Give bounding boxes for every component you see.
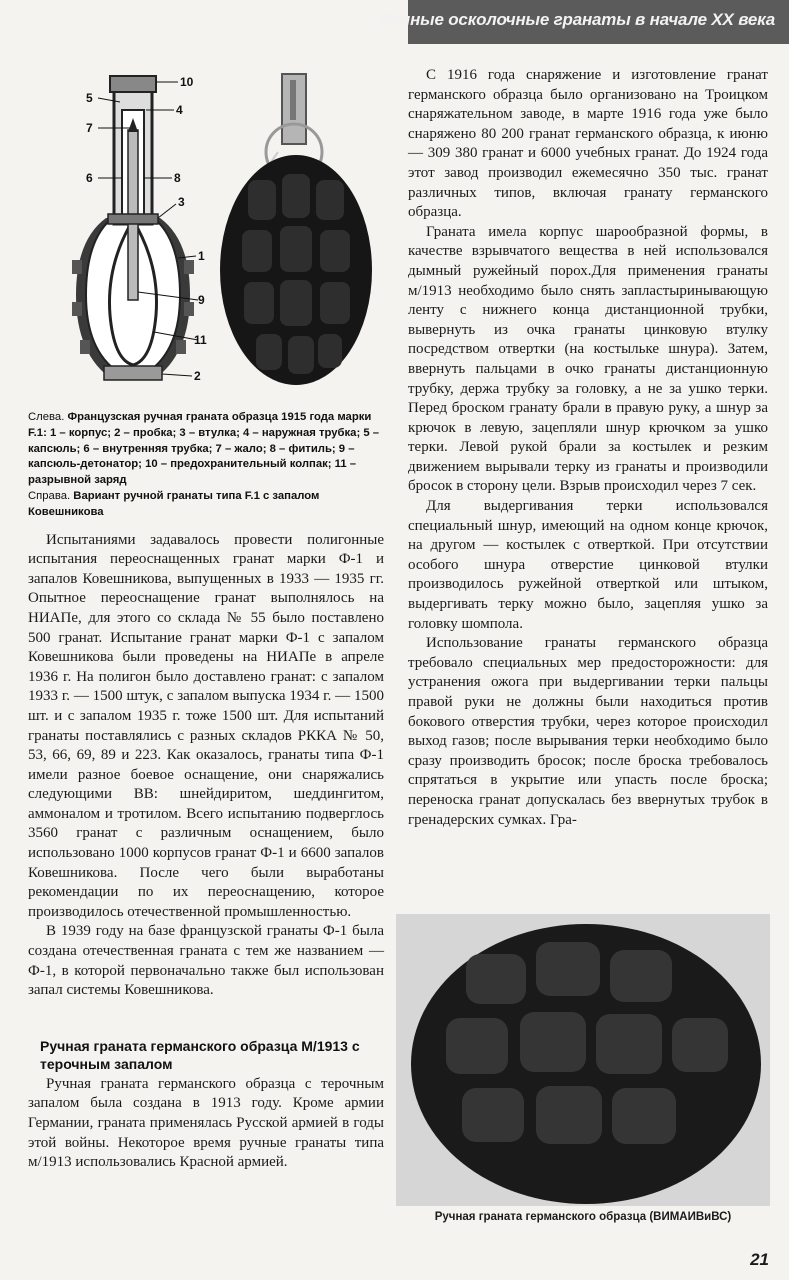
grenade-photo (208, 70, 384, 390)
diagram-label: 3 (178, 195, 185, 209)
body-paragraph: Испытаниями задавалось провести полигонные испытания переоснащенных гранат марки Ф-1 и запалов Ковешникова, выпущенных в 1933 — 1935 гг. Опытное переоснащение гранат выполнялось на НИАПе, для этого со склада № 55 было поставлено 500 гранат. Испытание гранат марки Ф-1 с запалом Ковешникова были проведены на НИАПе в апреле 1936 г. На полигон было доставлено гранат: с запалом 1933 г. — 1500 штук, с запалом выпуска 1934 г. — 1500 шт. и с запалом 1935 г. тоже 1500 шт. Для испытаний гранаты поставлялись с разных складов РККА № 50, 53, 66, 69, 89 и 223. Как оказалось, гранаты типа Ф-1 имели разное боевое оснащение, они снаряжались следующими ВВ: шнейдиритом, шеддингитом, аммоналом и тротилом. Всего испытанию подверглось 3560 гранат с различным оснащением, было использовано 1000 корпусов гранат Ф-1 и 6600 запалов Ковешникова. После чего были выработаны рекомендации по их переоснащению, которое производилось отечественной промышленностью. (28, 531, 384, 920)
body-paragraph: Для выдергивания терки использовался специальный шнур, имеющий на одном конце крючок, на другом — костылек с отверткой. При отсутствии особого шнура отверстие цинковой втулки производилось ружейной отверткой или штыком, выдергивать терку можно было, зацепляя ушко за головку шомпола. (408, 498, 768, 632)
body-paragraph: В 1939 году на базе французской гранаты Ф-1 была создана отечественная граната с тем же названием — Ф-1, в которой первоначально также был использован запал системы Ковешникова. (28, 923, 384, 999)
running-header-title: Ручные осколочные гранаты в начале XX века (379, 10, 775, 29)
diagram-label: 4 (176, 103, 183, 117)
grenade-cross-section-diagram (58, 70, 208, 390)
diagram-label: 8 (174, 171, 181, 185)
header-bar (379, 0, 789, 44)
diagram-label: 5 (86, 91, 93, 105)
body-paragraph: Ручная граната германского образца с терочным запалом была создана в 1913 году. Кроме армии Германии, граната применялась Русской армией в годы этой войны. Некоторое время ручные гранаты типа м/1913 использовались Красной армией. (28, 1075, 384, 1171)
figure-caption (28, 410, 384, 521)
right-column (408, 66, 768, 830)
body-paragraph: Граната имела корпус шарообразной формы, в качестве взрывчатого вещества в ней использовался дымный ружейный порох.Для применения гранаты м/1913 необходимо было снять запластыринывающую ленту с нижнего конца дистанционной трубки, вывернуть из очка гранаты цинковую втулку посредством отвертки (на костыльке шнура). Затем, ввернуть пальцами в очко гранаты дистанционную трубку, держа трубку за головку, а не за ушко терки. Перед броском гранату брали в правую руку, а шнур за крючок в левую, зацепляли шнур крючком за ушко терки. Левой рукой брали за костылек и резким движением вырывали терку из гранаты и производили бросок в сторону цели. Взрыв происходил через 7 сек. (408, 223, 768, 495)
german-grenade-photo (396, 914, 770, 1206)
caption-right-prefix: Справа. (28, 489, 74, 502)
diagram-label: 2 (194, 369, 201, 383)
page-number: 21 (750, 1250, 769, 1269)
diagram-label: 1 (198, 249, 205, 263)
diagram-label: 10 (180, 75, 194, 89)
caption-left-prefix: Слева. (28, 411, 68, 423)
caption-right-text: Вариант ручной гранаты типа F.1 с запалом Ковешникова (28, 489, 320, 518)
left-column (28, 70, 384, 1173)
diagram-label: 7 (86, 121, 93, 135)
diagram-label: 9 (198, 293, 205, 307)
german-grenade-image (396, 914, 770, 1206)
body-paragraph: Использование гранаты германского образца требовало специальных мер предосторожности: для устранения ожога при выдергивании терки пальцы правой руки не должны были находиться против бокового отверстия трубки, через которое происходил выход газов; после вырывания терки необходимо было сразу производить бросок; после броска требовалось спрятаться в укрытие или упасть после броска; переноска гранат допускалась без ввернутых трубок в гренадерских сумках. Гра- (408, 635, 768, 828)
diagram-label: 11 (194, 333, 207, 347)
figure-area (28, 70, 384, 410)
diagram-label: 6 (86, 171, 93, 185)
caption-left-text: Французская ручная граната образца 1915 года марки F.1: 1 – корпус; 2 – пробка; 3 – втулка; 4 – наружная трубка; 5 – капсюль; 6 – внутренняя трубка; 7 – жало; 8 – фитиль; 9 – капсюль-детонатор; 10 – предохранительный колпак; 11 – разрывной заряд (28, 411, 380, 487)
body-paragraph: С 1916 года снаряжение и изготовление гранат германского образца было организовано на Троицком снаряжательном заводе, в марте 1916 года уже было снаряжено 80 200 гранат германского образца, к июню — 309 380 гранат и 6000 учебных гранат. До 1924 года этот завод производил ежемесячно 350 тыс. гранат различных типов, включая гранату германского образца. (408, 67, 768, 221)
section-subheading: Ручная граната германского образца М/1913 с терочным запалом (40, 1037, 360, 1072)
photo-caption: Ручная граната германского образца (ВИМАИВиВС) (434, 1211, 732, 1223)
